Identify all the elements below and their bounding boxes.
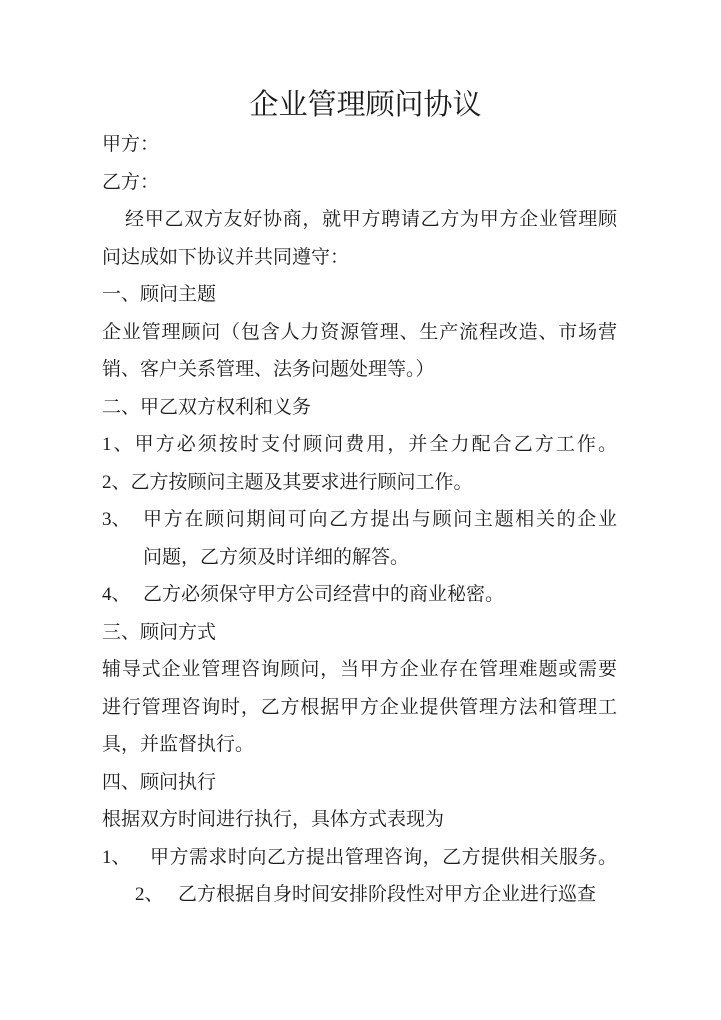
section-2-item-3-line-1 bbox=[102, 501, 617, 539]
item-text: 乙方根据自身时间安排阶段性对甲方企业进行巡查 bbox=[178, 884, 597, 905]
item-number: 3、 bbox=[102, 509, 131, 530]
item-number: 2、 bbox=[135, 884, 164, 905]
section-2-item-4 bbox=[102, 576, 617, 614]
section-4-heading: 四、顾问执行 bbox=[102, 771, 217, 793]
party-a-line: 甲方： bbox=[102, 134, 160, 155]
section-4-item-1 bbox=[102, 839, 617, 877]
section-2-item-1: 1、甲方必须按时支付顾问费用，并全力配合乙方工作。 bbox=[102, 434, 617, 455]
section-3-body-line-1: 辅导式企业管理咨询顾问，当甲方企业存在管理难题或需要 bbox=[102, 659, 617, 680]
section-3-heading: 三、顾问方式 bbox=[102, 621, 217, 643]
section-2-item-3-line-2: 问题，乙方须及时详细的解答。 bbox=[143, 546, 410, 568]
section-1-body-line-2: 销、客户关系管理、法务问题处理等。） bbox=[102, 359, 435, 380]
preamble-line-2: 问达成如下协议并共同遵守： bbox=[102, 246, 350, 268]
item-number: 4、 bbox=[102, 584, 131, 605]
party-b-line: 乙方： bbox=[102, 171, 160, 193]
section-4-body-line: 根据双方时间进行执行，具体方式表现为 bbox=[102, 809, 445, 830]
section-4-item-2 bbox=[102, 876, 617, 914]
document-title: 企业管理顾问协议 bbox=[249, 89, 482, 121]
document-body bbox=[102, 126, 617, 914]
section-3-body-line-2: 进行管理咨询时，乙方根据甲方企业提供管理方法和管理工 bbox=[102, 696, 617, 718]
section-1-heading: 一、顾问主题 bbox=[102, 284, 217, 305]
item-text: 乙方必须保守甲方公司经营中的商业秘密。 bbox=[143, 584, 505, 605]
preamble-line-1: 经甲乙双方友好协商，就甲方聘请乙方为甲方企业管理顾 bbox=[125, 209, 617, 230]
section-2-item-2: 2、乙方按顾问主题及其要求进行顾问工作。 bbox=[102, 471, 473, 493]
section-3-body-line-3: 具，并监督执行。 bbox=[102, 734, 255, 755]
item-number: 1、 bbox=[102, 846, 131, 868]
section-1-body-line-1: 企业管理顾问（包含人力资源管理、生产流程改造、市场营 bbox=[102, 321, 617, 343]
item-text: 甲方在顾问期间可向乙方提出与顾问主题相关的企业 bbox=[143, 509, 617, 530]
item-text: 甲方需求时向乙方提出管理咨询，乙方提供相关服务。 bbox=[150, 846, 617, 868]
section-2-heading: 二、甲乙双方权利和义务 bbox=[102, 396, 312, 418]
